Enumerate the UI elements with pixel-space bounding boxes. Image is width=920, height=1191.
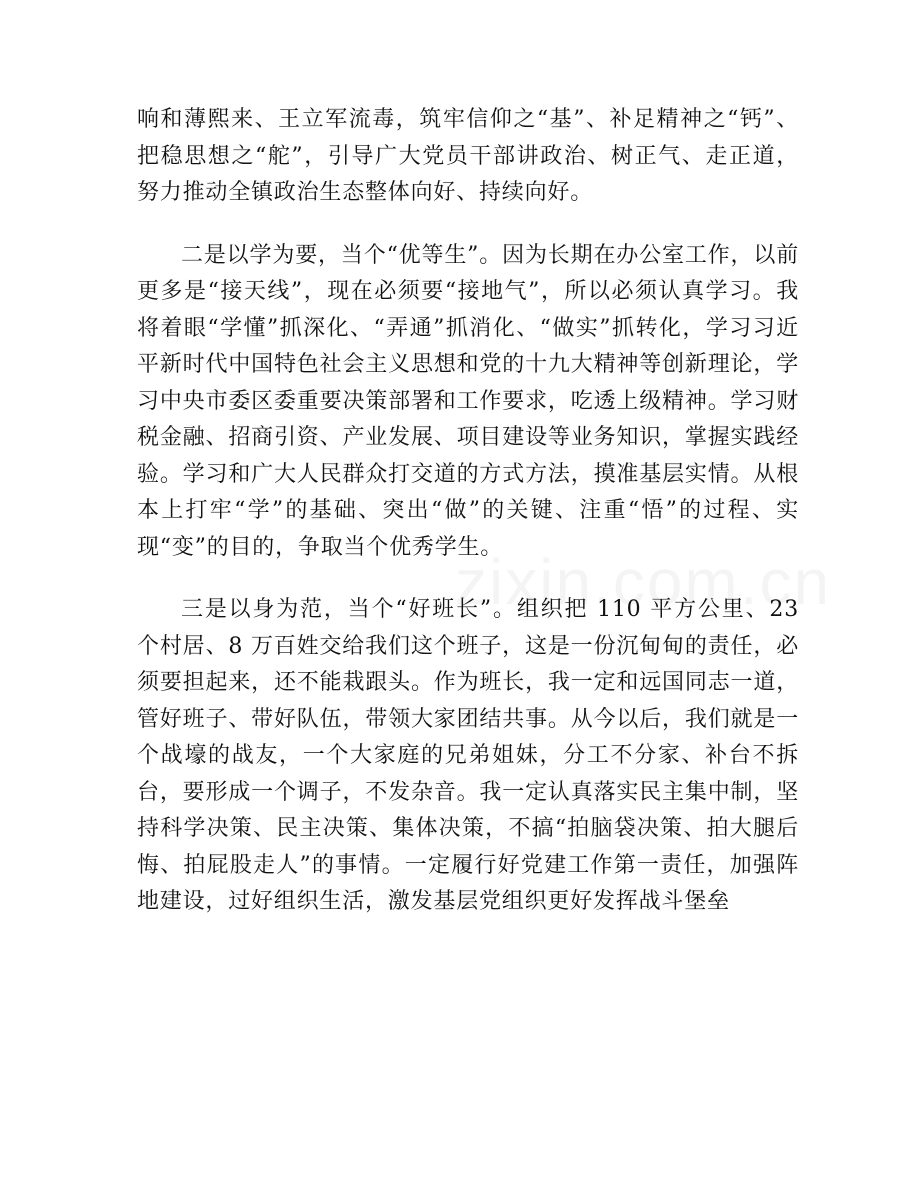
paragraph-3: 三是以身为范，当个“好班长”。组织把 110 平方公里、23 个村居、8 万百姓交给我们这个班子，这是一份沉甸甸的责任，必须要担起来，还不能栽跟头。作为班长，我一定和远国同志一道，管好班子、带好队伍，带领大家团结共事。从今以后，我们就是一个战壕的战友，一个大家庭的兄弟姐妹，分工不分家、补台不拆台，要形成一个调子，不发杂音。我一定认真落实民主集中制，坚持科学决策、民主决策、集体决策，不搞“拍脑袋决策、拍大腿后悔、拍屁股走人”的事情。一定履行好党建工作第一责任，加强阵地建设，过好组织生活，激发基层党组织更好发挥战斗堡垒: [137, 597, 799, 914]
document-body: [137, 102, 799, 921]
paragraph-gap: [137, 566, 799, 592]
paragraph-gap: [137, 212, 799, 238]
paragraph-2: 二是以学为要，当个“优等生”。因为长期在办公室工作，以前更多是“接天线”，现在必须要“接地气”，所以必须认真学习。我将着眼“学懂”抓深化、“弄通”抓消化、“做实”抓转化，学习习近平新时代中国特色社会主义思想和党的十九大精神等创新理论，学习中央市委区委重要决策部署和工作要求，吃透上级精神。学习财税金融、招商引资、产业发展、项目建设等业务知识，掌握实践经验。学习和广大人民群众打交道的方式方法，摸准基层实情。从根本上打牢“学”的基础、突出“做”的关键、注重“悟”的过程、实现“变”的目的，争取当个优秀学生。: [137, 242, 799, 560]
paragraph-1: 响和薄熙来、王立军流毒，筑牢信仰之“基”、补足精神之“钙”、把稳思想之“舵”，引导广大党员干部讲政治、树正气、走正道，努力推动全镇政治生态整体向好、持续向好。: [137, 107, 799, 205]
